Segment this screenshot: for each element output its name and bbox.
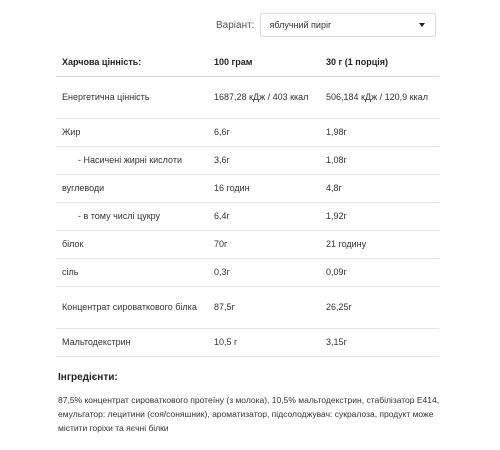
table-row	[56, 175, 439, 203]
nutrient-name: білок	[56, 231, 208, 259]
value-per-serving: 3,15г	[320, 329, 439, 357]
nutrient-name: вуглеводи	[56, 175, 208, 203]
value-per-100g: 1687,28 кДж / 403 ккал	[208, 77, 320, 119]
table-row	[56, 287, 439, 329]
chevron-down-icon	[419, 23, 425, 27]
nutrition-table	[56, 48, 439, 357]
value-per-serving: 26,25г	[320, 287, 439, 329]
value-per-serving: 1,08г	[320, 147, 439, 175]
value-per-serving: 21 годину	[320, 231, 439, 259]
nutrient-name: Жир	[56, 119, 208, 147]
table-row	[56, 203, 439, 231]
nutrient-name: - в тому числі цукру	[56, 203, 208, 231]
variant-label: Варіант:	[216, 19, 255, 31]
nutrient-name: сіль	[56, 259, 208, 287]
nutrient-name: Концентрат сироваткового білка	[56, 287, 208, 329]
value-per-serving: 1,92г	[320, 203, 439, 231]
value-per-100g: 6,4г	[208, 203, 320, 231]
variant-selected-value: яблучний пиріг	[269, 20, 332, 30]
table-row	[56, 147, 439, 175]
table-row	[56, 259, 439, 287]
value-per-100g: 3,6г	[208, 147, 320, 175]
value-per-100g: 16 годин	[208, 175, 320, 203]
value-per-serving: 506,184 кДж / 120,9 ккал	[320, 77, 439, 119]
variant-selector	[216, 13, 436, 37]
value-per-100g: 0,3г	[208, 259, 320, 287]
table-row	[56, 119, 439, 147]
value-per-100g: 87,5г	[208, 287, 320, 329]
value-per-100g: 70г	[208, 231, 320, 259]
table-row	[56, 231, 439, 259]
header-nutrition-value: Харчова цінність:	[56, 48, 208, 77]
value-per-100g: 6,6г	[208, 119, 320, 147]
nutrient-name: - Насичені жирні кислоти	[56, 147, 208, 175]
nutrient-name: Мальтодекстрин	[56, 329, 208, 357]
table-row	[56, 329, 439, 357]
value-per-serving: 4,8г	[320, 175, 439, 203]
nutrient-name: Енергетична цінність	[56, 77, 208, 119]
variant-select[interactable]	[260, 13, 436, 37]
ingredients-text: 87,5% концентрат сироваткового протеїну (з молока), 10,5% мальтодекстрин, стабілізатор E414, емульгатор: лецитини (соя/соняшник), ароматизатор, підсолоджувач: сукралоза, продукт може містити горіхи та яєчні білки	[58, 395, 440, 433]
header-per-serving: 30 г (1 порція)	[320, 48, 439, 77]
value-per-100g: 10,5 г	[208, 329, 320, 357]
table-row	[56, 77, 439, 119]
ingredients-title: Інгредієнти:	[58, 372, 118, 383]
ingredients-section	[58, 372, 458, 435]
header-per-100g: 100 грам	[208, 48, 320, 77]
value-per-serving: 0,09г	[320, 259, 439, 287]
nutrition-header-row	[56, 48, 439, 77]
value-per-serving: 1,98г	[320, 119, 439, 147]
